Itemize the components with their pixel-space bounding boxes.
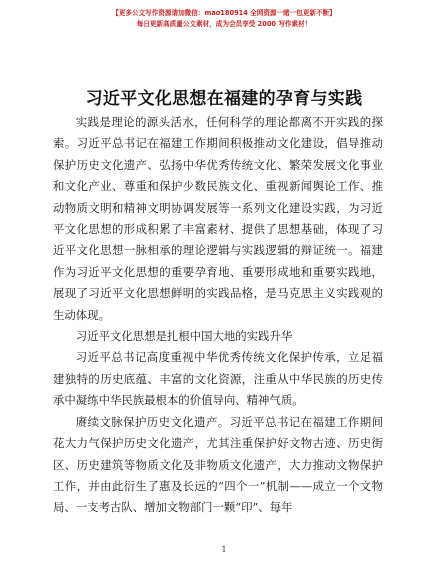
promo-banner-line-1: 【更多公文写作资源请加微信：mao180914 全网资源一睹一包更新不断】 (112, 9, 336, 17)
promo-banner (0, 8, 448, 30)
section-heading: 习近平文化思想是扎根中国大地的实践升华 (75, 329, 293, 344)
page-number: 1 (221, 545, 227, 554)
paragraph-section-intro: 习近平总书记高度重视中华优秀传统文化保护传承，立足福建独特的历史底蕴、丰富的文化资源，注重从中华民族的历史传承中凝练中华民族最根本的价值导向、精神气质。 (53, 350, 383, 408)
paragraph-intro: 实践是理论的源头活水，任何科学的理论都离不开实践的探索。习近平总书记在福建工作期间积极推动文化建设，倡导推动保护历史文化遗产、弘扬中华优秀传统文化、繁荣发展文化事业和文化产业、尊重和保护少数民族文化、重视新闻舆论工作、推动物质文明和精神文明协调发展等一系列文化建设实践，为习近平文化思想的形成积累了丰富素材、提供了思想基础，体现了习近平文化思想一脉相承的理论逻辑与实践逻辑的辩证统一。福建作为习近平文化思想的重要孕育地、重要形成地和重要实践地，展现了习近平文化思想鲜明的实践品格，是马克思主义实践观的生动体现。 (53, 115, 383, 322)
document-body (53, 112, 383, 519)
document-title: 习近平文化思想在福建的孕育与实践 (85, 89, 363, 109)
promo-banner-line-2: 每日更新高质量公文素材，成为会员享受 2000 写作素材！ (136, 20, 312, 28)
paragraph-heritage: 赓续文脉保护历史文化遗产。习近平总书记在福建工作期间花大力气保护历史文化遗产，尤其注重保护好文物古迹、历史街区、历史建筑等物质文化及非物质文化遗产，大力推动文物保护工作，并由此衍生了惠及长远的“四个一”机制——成立一个文物局、一支考古队、增加文物部门一颗“印”、每年 (53, 414, 383, 515)
